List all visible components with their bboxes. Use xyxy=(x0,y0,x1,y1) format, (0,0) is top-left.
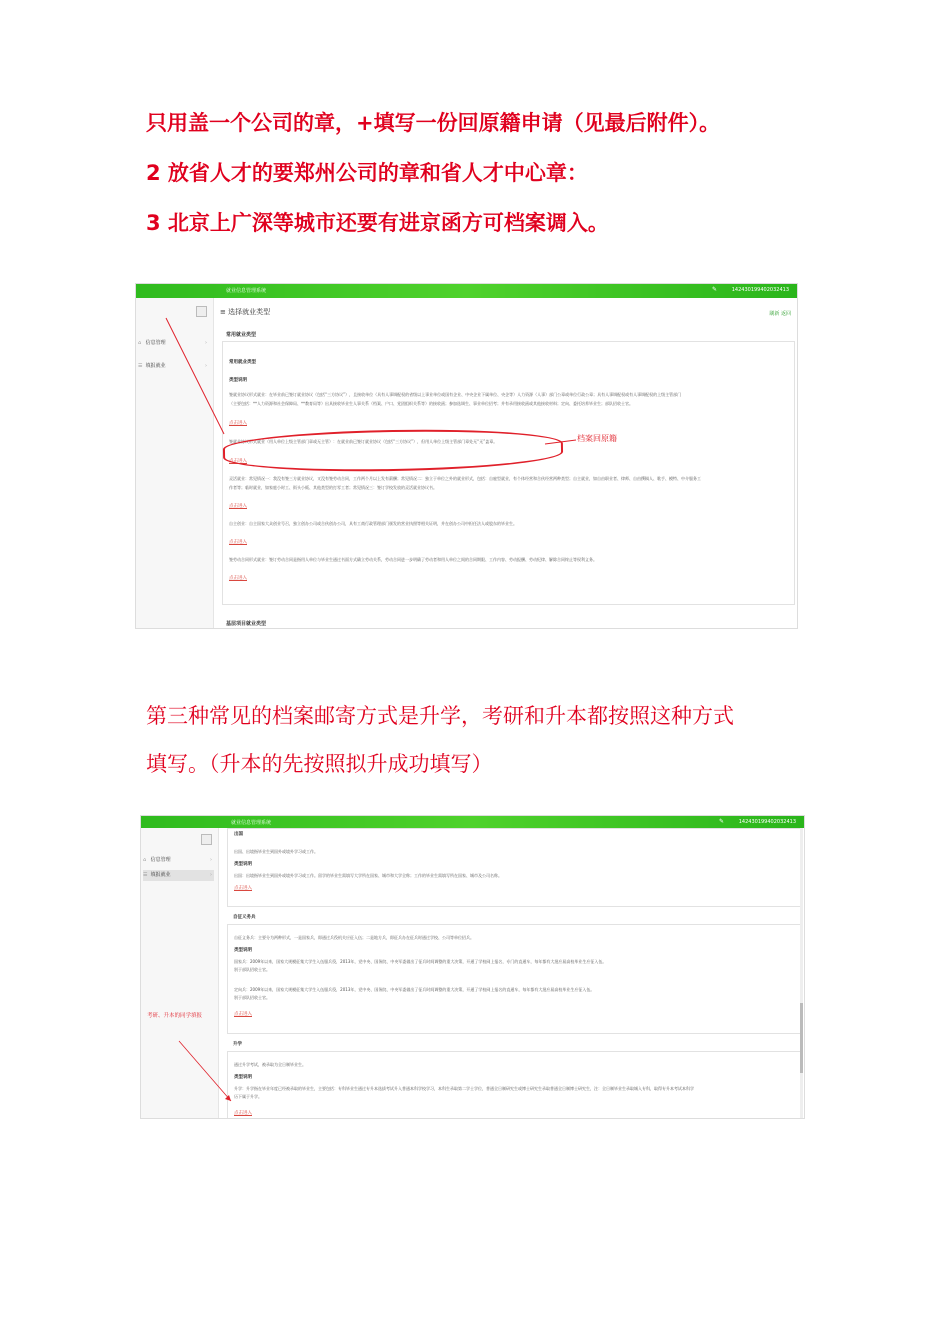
para-2: 签就业协议形式就业（用人单位上级主管部门章或无主管）：在就业前已签订就业协议（包括“三方协议”），但用人单位上级主管部门章处无“无”盖章。 xyxy=(229,439,498,444)
instruction-line-4: 第三种常见的档案邮寄方式是升学，考研和升本都按照这种方式 xyxy=(146,704,734,728)
instruction-line-3: 3 北京上广深等城市还要有进京函方可档案调入。 xyxy=(146,211,609,235)
enter-link[interactable]: 点击进入 xyxy=(229,576,247,581)
chevron-right-icon: › xyxy=(205,340,207,346)
section-common: 常用就业类型 xyxy=(226,332,257,338)
enter-link[interactable]: 点击进入 xyxy=(229,421,247,426)
army-desc-2b: 别于部队招收士官。 xyxy=(234,995,270,1000)
home-icon: ⌂ xyxy=(143,857,147,863)
sidebar-item-label: 信息管理 xyxy=(150,857,171,863)
enter-link[interactable]: 点击进入 xyxy=(229,504,247,509)
page-actions[interactable]: 刷新 返回 xyxy=(769,311,791,317)
para-3a: 灵活就业：常见情况一：我没有签三方就业协议，又没有签劳动合同，工作两个月以上发有薪酬；常见情况二：独立于单位之外的就业形式，包括：自雇型就业，有个体经营和合伙经营两种类型；自主就业，如自由职业者、律师、自由撰稿人、歌手、模特、中介服务工 xyxy=(229,476,701,481)
army-line: 自征义务兵：主要分为两种形式，一是国家兵，即通过兵役机关应征入伍；二是地方兵，即征兵办在征兵时通过学校、公司等单位招兵。 xyxy=(234,935,474,940)
enter-link[interactable]: 点击进入 xyxy=(234,1012,252,1017)
pencil-icon[interactable]: ✎ xyxy=(718,818,724,825)
sidebar-item-label: 信息管理 xyxy=(145,340,166,346)
study-desc-2: 历下属于升学。 xyxy=(234,1094,262,1099)
desc-label: 类型说明 xyxy=(229,378,247,383)
instruction-line-2: 2 放省人才的要郑州公司的章和省人才中心章： xyxy=(146,161,588,185)
instruction-line-1: 只用盖一个公司的章，+填写一份回原籍申请（见最后附件）。 xyxy=(146,111,721,135)
abroad-line: 出国、出境指毕业生到国外或境外学习或工作。 xyxy=(234,849,318,854)
user-id[interactable]: 142430199402032413 xyxy=(738,819,796,825)
para-1a: 签就业协议形式就业：在毕业前已签订就业协议（包括“三方协议”），且接收单位（具有人事调配权的省级以上事业单位或国有企业、中央企业下属单位、央企等）人力资源（人事）部门公章或单位行政公章；具有人事调配权或有人事调配权的上级主管部门 xyxy=(229,392,682,397)
screenshot-study-type xyxy=(140,815,805,1119)
system-title: 就业信息管理系统 xyxy=(231,820,272,826)
box-title: 常用就业类型 xyxy=(229,360,256,365)
user-id[interactable]: 142430199402032413 xyxy=(731,287,789,293)
page-title: ≡ 选择就业类型 xyxy=(220,308,271,316)
abroad-desc: 出国：出境指毕业生到国外或境外学习或工作。留学的毕业生需填写大学所在国家、城市和大学全称；工作的毕业生需填写所在国家、城市及公司名称。 xyxy=(234,873,502,878)
pencil-icon[interactable]: ✎ xyxy=(711,286,717,293)
arrow-icon xyxy=(136,284,797,628)
sidebar-item-label: 填报就业 xyxy=(145,363,166,369)
desc-label: 类型说明 xyxy=(234,1075,252,1080)
army-desc-1b: 别于部队招收士官。 xyxy=(234,967,270,972)
study-desc: 升学：升学指在毕业年度已经被录取的毕业生，主要包括：专科毕业生通过专升本选拔考试升入普通本科学校学习，本科生录取第二学士学位，普通全日制研究生或博士研究生录取普通全日制博士研究生，注：全日制毕业生录取城入专科，取得专升本考试本科学 xyxy=(234,1086,694,1091)
arrow-icon xyxy=(141,816,804,1118)
enter-link[interactable]: 点击进入 xyxy=(229,540,247,545)
list-icon: ☰ xyxy=(143,872,148,878)
army-desc-1: 国家兵：2009年以来，国家大规模征集大学生入伍服兵役，2013年，党中央、国务院、中央军委做出了征兵时间调整的重大决策，开通了学校网上报名，专门的直通车，每年都有大批应届高校毕业生应征入伍。 xyxy=(234,959,607,964)
section-study: 升学 xyxy=(233,1042,242,1047)
section-army: 自征义务兵 xyxy=(233,915,256,920)
screenshot-employment-type xyxy=(135,283,798,629)
box-title: 出国 xyxy=(234,832,243,837)
study-line: 通过升学考试，被录取为全日制毕业生。 xyxy=(234,1062,306,1067)
para-5: 签劳动合同形式就业：签订劳动合同是指用人单位与毕业生通过书面方式确立劳动关系，劳动合同进一步明确了劳动者和用人单位之间的合同期限、工作内容、劳动报酬、劳动纪律、解除合同终止等权利义务。 xyxy=(229,557,597,562)
para-4: 自主创业：自主国家大众创业号召，独立创办公司或合伙创办公司，具有工商行政管理部门颁发的营业执照等相关证明，并在创办公司中担任法人或股东的毕业生。 xyxy=(229,521,517,526)
army-desc-2: 定向兵：2009年以来，国家大规模征集大学生入伍服兵役，2013年，党中央、国务院、中央军委做出了征兵时间调整的重大决策，开通了学校网上报名的直通车，每年都有大批应届高校毕业生应征入伍。 xyxy=(234,987,595,992)
sidebar-item-label: 填报就业 xyxy=(150,872,171,878)
annotation-study: 考研、升本的同学填报 xyxy=(147,1013,203,1019)
system-title: 就业信息管理系统 xyxy=(226,288,267,294)
desc-label: 类型说明 xyxy=(234,862,252,867)
enter-link[interactable]: 点击进入 xyxy=(229,459,247,464)
list-icon: ☰ xyxy=(138,363,143,369)
section-grassroots: 基层项目就业类型 xyxy=(226,621,267,627)
chevron-right-icon: › xyxy=(210,872,212,878)
enter-link[interactable]: 点击进入 xyxy=(234,886,252,891)
para-3b: 作者等；临时就业，如家庭小时工、街头小贩、其他类型的打零工者；常见情况三：签订学校发放的灵活就业协议书。 xyxy=(229,485,437,490)
chevron-right-icon: › xyxy=(210,857,212,863)
para-1b: （主要包括：**人力资源和社会保障局、**教育局等）出具接收毕业生人事关系（档案、户口、党团组织关系等）的接收函；参加选调生、事业单位招考；并有录用接收函或其他接收材料；定向、委托培养毕业生；部队招收士官。 xyxy=(229,401,633,406)
instruction-line-5: 填写。（升本的先按照拟升成功填写） xyxy=(146,752,493,776)
home-icon: ⌂ xyxy=(138,340,142,346)
desc-label: 类型说明 xyxy=(234,948,252,953)
enter-link[interactable]: 点击进入 xyxy=(234,1111,252,1116)
chevron-right-icon: › xyxy=(205,363,207,369)
annotation-archive-return: 档案回原籍 xyxy=(577,434,617,443)
